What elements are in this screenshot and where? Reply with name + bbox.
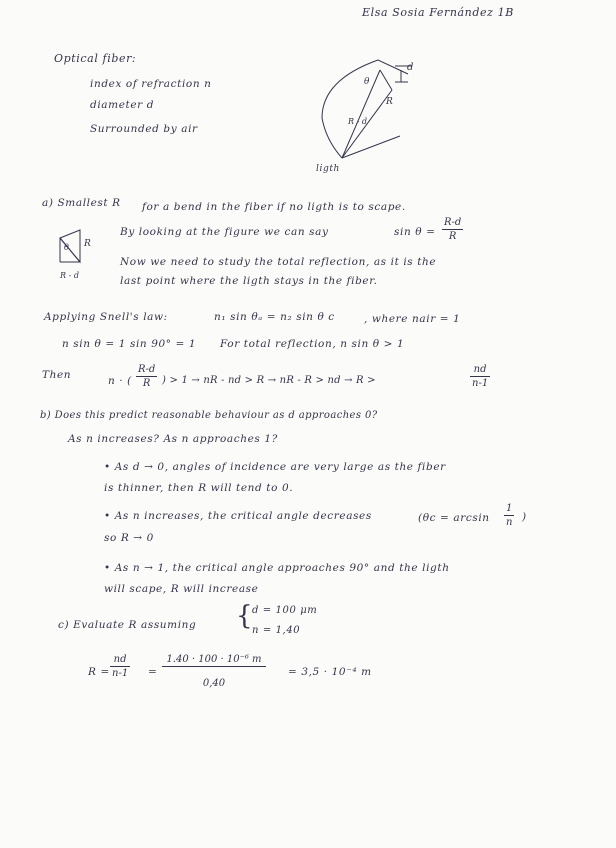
part-c-result: = 3,5 · 10⁻⁴ m xyxy=(288,666,372,678)
part-a-line4: last point where the ligth stays in the fiber. xyxy=(120,275,378,287)
part-a-sin-eq: sin θ = xyxy=(394,226,436,238)
part-a-heading: a) Smallest R xyxy=(42,197,121,209)
part-c-f2-num: 1.40 · 100 · 10⁻⁶ m xyxy=(166,654,262,665)
part-a-then-fraction xyxy=(136,364,157,389)
part-a-line1: for a bend in the fiber if no ligth is to scape. xyxy=(142,201,406,213)
part-b-line7: • As n → 1, the critical angle approaches 90° and the ligth xyxy=(104,562,450,574)
part-c-f1-num: nd xyxy=(113,654,127,665)
part-a-res-den: n-1 xyxy=(472,378,489,389)
part-a-snell-eq: n₁ sin θₐ = n₂ sin θ c xyxy=(214,311,335,323)
part-b-line2: As n increases? As n approaches 1? xyxy=(68,433,278,445)
part-b-line1: b) Does this predict reasonable behaviour as d approaches 0? xyxy=(40,410,378,421)
part-a-then-mid: ) > 1 → nR - nd > R → nR - R > nd → R > xyxy=(162,375,376,386)
part-b-crit-den: n xyxy=(506,517,513,528)
part-b-crit-num: 1 xyxy=(506,503,513,514)
fig-label-light: ligth xyxy=(316,164,340,174)
intro-title: Optical fiber: xyxy=(54,52,137,65)
intro-item-index: index of refraction n xyxy=(90,78,212,90)
part-c-given-n: n = 1,40 xyxy=(252,625,301,636)
part-a-sin-den: R xyxy=(448,231,457,242)
part-a-then-pre: n · ( xyxy=(108,375,132,387)
part-c-f1-den: n-1 xyxy=(112,668,129,679)
part-c-f2-den: 0,40 xyxy=(202,678,226,689)
part-a-line6: For total reflection, n sin θ > 1 xyxy=(220,338,405,350)
part-a-snell: Applying Snell's law: xyxy=(44,311,168,323)
part-c-given-d: d = 100 μm xyxy=(252,605,318,616)
part-b-crit-fraction xyxy=(504,503,514,528)
part-c-brace: { xyxy=(236,601,253,631)
fig-label-theta: θ xyxy=(364,77,370,87)
intro-item-diameter: diameter d xyxy=(90,99,155,111)
part-b-line6: so R → 0 xyxy=(104,532,154,544)
part-a-then-den: R xyxy=(142,378,151,389)
part-b-line5: • As n increases, the critical angle decreases xyxy=(104,510,372,522)
part-c-fraction2 xyxy=(162,654,266,689)
part-b-line4: is thinner, then R will tend to 0. xyxy=(104,482,294,494)
intro-item-surrounded: Surrounded by air xyxy=(90,123,198,135)
part-b-crit-post: ) xyxy=(522,511,527,523)
part-c-fraction1 xyxy=(110,654,130,679)
part-a-line2: By looking at the figure we can say xyxy=(120,226,329,238)
triangle-label-R: R xyxy=(84,239,91,249)
part-a-then-num: R-d xyxy=(138,364,156,375)
part-a-result-fraction xyxy=(470,364,490,389)
part-c-eq1: = xyxy=(148,666,158,678)
fig-label-d: d xyxy=(407,62,414,73)
part-a-line3: Now we need to study the total reflection, as it is the xyxy=(120,256,437,268)
part-c-line1: c) Evaluate R assuming xyxy=(58,619,197,631)
fig-label-Rd: R - d xyxy=(348,117,367,126)
part-a-snell-where: , where nair = 1 xyxy=(364,313,461,325)
part-a-res-num: nd xyxy=(473,364,487,375)
author-name: Elsa Sosia Fernández 1B xyxy=(362,6,514,19)
part-a-sin-fraction xyxy=(442,217,463,242)
part-a-sin-num: R-d xyxy=(444,217,462,228)
part-b-crit-pre: (θc = arcsin xyxy=(418,512,490,524)
part-b-line3: • As d → 0, angles of incidence are very large as the fiber xyxy=(104,461,446,473)
triangle-label-theta: θ xyxy=(64,243,69,252)
triangle-label-base: R - d xyxy=(60,271,79,280)
part-a-line5: n sin θ = 1 sin 90° = 1 xyxy=(62,338,197,350)
part-c-R-eq: R = xyxy=(88,666,110,678)
fig-label-R: R xyxy=(386,97,393,107)
part-a-then: Then xyxy=(42,369,72,381)
part-b-line8: will scape, R will increase xyxy=(104,583,259,595)
